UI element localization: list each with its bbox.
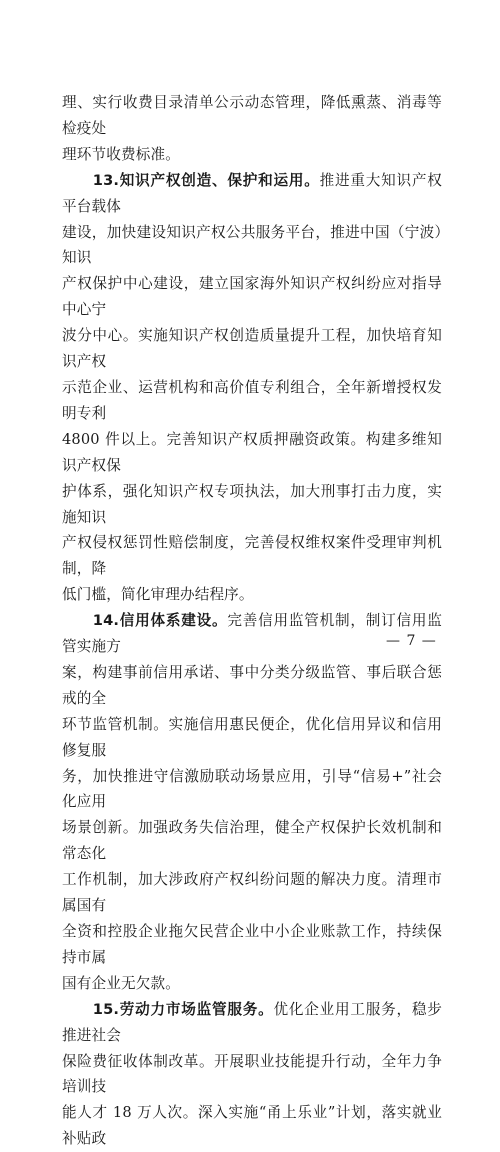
paragraph-heading: 15.劳动力市场监管服务。	[92, 1000, 274, 1018]
paragraph-text: 优化企业用工服务，稳步推进社会 保险费征收体制改革。开展职业技能提升行动，全年力争培训技 能人才 18 万人次。深入实施“甬上乐业”计划，落实就业补贴政	[62, 1000, 442, 1148]
paragraph-continuation	[62, 90, 442, 168]
paragraph-labor-market	[62, 997, 442, 1152]
page-number: — 7 —	[386, 633, 437, 649]
paragraph-ip-protection	[62, 168, 442, 608]
paragraph-heading: 13.知识产权创造、保护和运用。	[92, 171, 320, 189]
paragraph-text: 推进重大知识产权平台载体 建设，加快建设知识产权公共服务平台，推进中国（宁波）知识 产权保护中心建设，建立国家海外知识产权纠纷应对指导中心宁 波分中心。实施知识产权创造质量提升工程，加快培育知识产权 示范企业、运营机构和高价值专利组合，全年新增授权发明专利 4800 件以上。完善知识产权质押融资政策。构建多维知识产权保 护体系，强化知识产权专项执法，加大刑事打击力度，实施知识 产权侵权惩罚性赔偿制度，完善侵权维权案件受理审判机制，降 低门槛，简化审理办结程序。	[62, 171, 442, 604]
paragraph-text: 理、实行收费目录清单公示动态管理，降低熏蒸、消毒等检疫处 理环节收费标准。	[62, 94, 442, 163]
document-body	[62, 90, 442, 1152]
paragraph-heading: 14.信用体系建设。	[92, 612, 228, 630]
paragraph-text: 完善信用监管机制，制订信用监管实施方 案，构建事前信用承诺、事中分类分级监管、事后联合惩戒的全 环节监管机制。实施信用惠民便企，优化信用异议和信用修复服 务，加快推进守信激励联动场景应用，引导“信易+”社会化应用 场景创新。加强政务失信治理，健全产权保护长效机制和常态化 工作机制，加大涉政府产权纠纷问题的解决力度。清理市属国有 全资和控股企业拖欠民营企业中小企业账款工作，持续保持市属 国有企业无欠款。	[62, 612, 442, 992]
paragraph-credit-system	[62, 608, 442, 997]
